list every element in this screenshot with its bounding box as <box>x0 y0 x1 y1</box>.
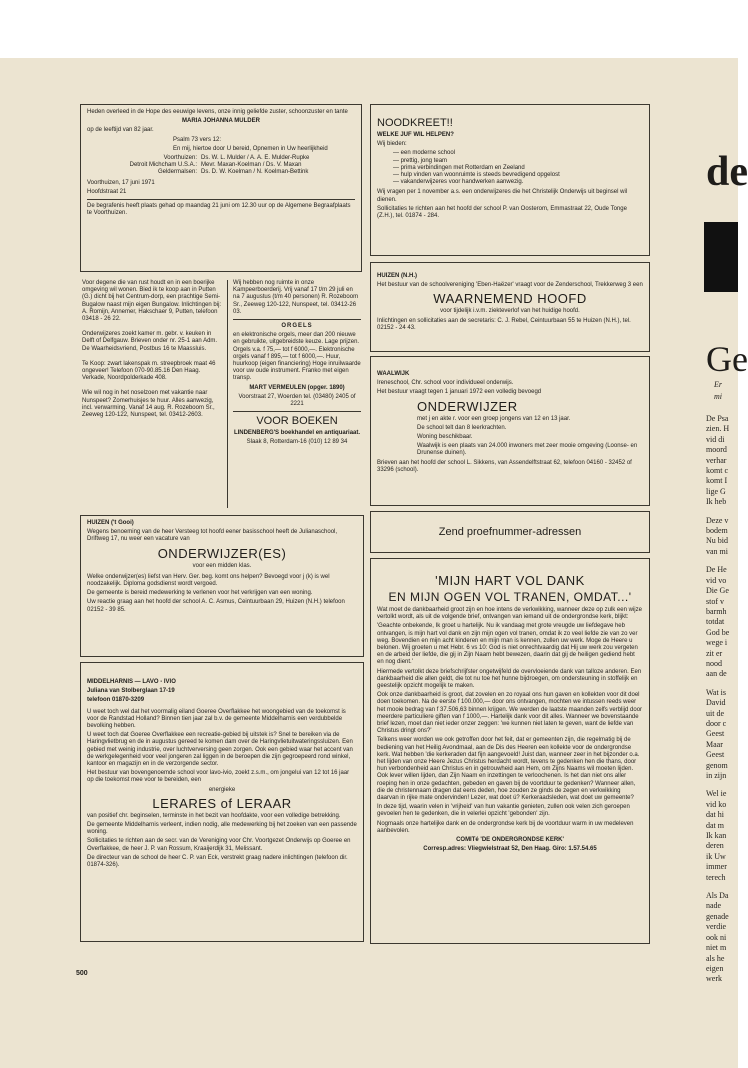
right-page-line: deren <box>706 841 724 851</box>
right-page-line: verdie <box>706 922 726 932</box>
right-page-line: stof v <box>706 596 724 606</box>
list-item: De school telt dan 8 leerkrachten. <box>417 424 507 431</box>
ad-text: Welke onderwijzer(es) liefst van Herv. Ger. beg. komt ons helpen? Bevoegd voor j (k) is wel noodzakelijk. Diploma godsdienst wordt vergoed. <box>87 573 330 588</box>
ad-text: In deze tijd, waarin velen in 'vrijheid' van hun vakantie genieten, zullen ook velen zich geroepen gevoelen hen te gedenken, die in velerlei opzicht 'gebonden' zijn. <box>377 804 630 818</box>
right-page-line: lige G <box>706 486 726 496</box>
right-page-line: ik Uw <box>706 851 726 861</box>
divider <box>233 319 361 320</box>
list-item: met j en akte r. voor een groep jongens van 12 en 13 jaar. <box>417 415 571 422</box>
obituary-age: op de leeftijd van 82 jaar. <box>87 127 154 134</box>
page-number: 500 <box>76 970 88 977</box>
right-page-line: zit er <box>706 648 723 658</box>
relative-names: Mevr. Maxan-Koelman / Ds. V. Maxan <box>201 162 302 169</box>
right-page-line: bodem <box>706 526 728 536</box>
proefnummer-text: Zend proefnummer-adressen <box>438 526 582 538</box>
right-page-line: Als Da <box>706 891 729 901</box>
ad-text: Het bestuur van bovengenoemde school voor lavo-ivio, zoekt z.s.m., om jongelui van 12 tot 16 jaar op die toekomst mee voor te bereiden, een <box>87 770 350 784</box>
right-page-line: Wat is <box>706 687 727 697</box>
right-page-mi: mi <box>714 392 722 401</box>
classified-bungalow: Voor degene die van rust houdt en in een boerijke omgeving wil wonen. Bied ik te koop aan in Putten (G.) dicht bij het Centrum-dorp, een prachtige Semi-Bugalow naast mijn eigen Bungalow. Inlichtingen bij: A. Romijn, Annemer, Hakschaer 9, Putten, telefoon 03418 - 26 22. <box>82 280 222 323</box>
ad-head: HUIZEN (N.H.) <box>377 273 417 279</box>
huizen-nh-ad <box>370 262 650 352</box>
ad-sub: voor een midden klas. <box>192 562 252 569</box>
right-page-line: ook ni <box>706 932 727 942</box>
orgels-firm: MART VERMEULEN (opger. 1890) <box>249 384 345 391</box>
orgels-text: en elektronische orgels, meer dan 200 nieuwe en gebruikte, uitgebreidste keuze. Lage prijzen. Orgels v.a. f 75,— tot f 6000,—. Elektronische orgels vanaf f 895,— tot f 6000,—. Huur, huurkoop (eigen financiering) Hoge inruilwaarde voor uw oude instrument. Franko met eigen transp. <box>233 332 361 382</box>
obituary-date: Voorthuizen, 17 juni 1971 <box>87 179 155 186</box>
right-page-line: De Psa <box>706 414 729 423</box>
list-item: — prima verbindingen met Rotterdam en Zeeland <box>393 164 525 171</box>
right-page-line: genom <box>706 760 728 770</box>
divider <box>87 199 355 200</box>
right-page-line: God be <box>706 627 730 637</box>
ad-text: van positief chr. beginselen, terminste in het bezit van hoofdakte, voor een volledige betrekking. <box>87 812 341 819</box>
obituary-name: MARIA JOHANNA MULDER <box>182 118 260 125</box>
obituary-street: Hoofdstraat 21 <box>87 188 127 195</box>
right-page-line: barmh <box>706 606 727 616</box>
right-page-line: De He <box>706 565 727 575</box>
ad-text: De gemeente Middelharnis verleent, indien nodig, alle medewerking bij het zoeken van een passende woning. <box>87 822 357 836</box>
right-page-heading: de <box>706 149 748 195</box>
orgels-address: Voorstraat 27, Woerden tel. (03480) 2405 of 2221 <box>238 393 356 408</box>
ad-text: De gemeente is bereid medewerking te verlenen voor het verkrijgen van een woning. <box>87 590 313 597</box>
ad-energiek: energieke <box>208 786 236 793</box>
boeken-firm: LINDENBERG'S boekhandel en antiquariaat. <box>233 430 361 437</box>
right-page-line: vid vo <box>706 575 727 585</box>
ad-school: Ireneschool, Chr. school voor individueel onderwijs. <box>377 380 514 387</box>
ad-text: Ook onze dankbaarheid is groot, dat zovelen en zo royaal ons hun gaven en kollekten voor dit doel doen toekomen. Na de eerste f 100.000,— door ons ontvangen, mochten we intussen reeds weer het mooie bedrag van f 37.506,63 binnen krijgen. We werden de laatste maanden zelfs verblijd door meerdere particuliere giften van f 1000,—. Hartelijk dank voor dit alles. Wanneer we bovenstaande brief lezen, moet dan niet ieder onzer zeggen: 'we kunnen niet laten te geven, want de liefde van Christus dringt ons?' <box>377 692 643 735</box>
ad-intro: Het bestuur van de schoolvereniging 'Eben-Haëzer' vraagt voor de Zenderschool, Trekkerweg 3 een <box>377 282 643 289</box>
ad-title: ONDERWIJZER(ES) <box>157 545 287 561</box>
right-page-line: Geest <box>706 729 725 739</box>
ad-text: Wat moet de dankbaarheid groot zijn en hoe intens de verkwikking, wanneer deze op zulk een wijze vertolkt wordt, als uit de volgende brief, ontvangen van iemand uit de ondergrondse kerk, blijkt: <box>377 607 642 621</box>
right-page-line: David <box>706 698 726 708</box>
right-page-line: genade <box>706 911 729 921</box>
right-page-line: verhar <box>706 455 727 465</box>
ad-text: Sollicitaties te richten aan de secr. van de Vereniging voor Chr. Voortgezet Onderwijs op Goeree en Overflakkee, de heer J. P. van Rossum, Kraaijerdijk 31, Melissant. <box>87 838 351 852</box>
list-item: — prettig, jong team <box>393 157 448 164</box>
ad-text: Uw reactie graag aan het hoofd der school A. C. Asmus, Ceintuurbaan 29, Huizen (N.H.) telefoon 02152 - 39 85. <box>87 599 345 613</box>
ad-text: 'Geachte onbekende, Ik groet u hartelijk. Nu ik vandaag met grote vreugde uw liefdegave heb ontvangen, is mijn hart vol dank en zijn mijn ogen vol tranen, omdat ik zo veel liefde zie van zo ver weg. Bovendien en mijn acht kinderen en mijn man is kennen, zullen uw werk. Moge de Heere u belonen. Wij groeten u met Hebr. 6 vs 10: God is niet onrechtvaardig dat Hij uw werk zou vergeten en de arbeid der liefde, die gij in Zijn Naam hebt bewezen, daarin dat gij de heiligen gediend hebt en nog dient.' <box>377 623 638 666</box>
right-page-banner <box>704 222 738 292</box>
ad-text: Inlichtingen en sollicitaties aan de secretaris: C. J. Rebel, Ceintuurbaan 55 te Huizen (N.H.), tel. 02152 - 24 43. <box>377 317 631 331</box>
right-page-line: Deze v <box>706 515 729 525</box>
right-page-line: nade <box>706 901 722 911</box>
ad-list <box>377 416 643 458</box>
ad-title: WAARNEMEND HOOFD <box>433 291 587 307</box>
right-page-line: immer <box>706 862 727 872</box>
ad-title: LERARES of LERAAR <box>152 795 292 811</box>
ad-title: 'MIJN HART VOL DANK <box>435 573 585 588</box>
right-page-line: Geest <box>706 750 725 760</box>
ad-school: Juliana van Stolberglaan 17-19 <box>87 688 175 695</box>
orgels-title: ORGELS <box>281 323 313 330</box>
right-page-line: door c <box>706 718 727 728</box>
classified-left-column <box>80 278 225 514</box>
ad-text: Brieven aan het hoofd der school L. Sikkens, van Assendelftstraat 62, telefoon 04160 - 32452 of 33296 (school). <box>377 459 632 473</box>
list-item: — hulp vinden van woonruimte is steeds bevredigend opgelost <box>393 172 560 179</box>
right-page-line: uit de <box>706 708 724 718</box>
relative-place: Voorthuizen: <box>163 155 197 162</box>
right-page-line: komt I <box>706 476 728 486</box>
noodkreet-ad <box>370 104 650 256</box>
right-page-line: dat hi <box>706 810 724 820</box>
ad-text: Wij vragen per 1 november a.s. een onderwijzeres die het Christelijk Onderwijs uit beginsel wil dienen. <box>377 189 628 203</box>
list-item: — vakanderwijzeres voor handwerken aanwezig. <box>393 179 524 186</box>
huizen-gooi-ad <box>80 515 364 657</box>
ad-tel: telefoon 01870-3209 <box>87 697 145 704</box>
classified-zomerhuisjes: Wie wil nog in het noselzoen met vakantie naar Nunspeet? Zomerhuisjes te huur. Alles aanwezig, incl. verwarming. Vanaf 14 aug. R. Rozeboom Sr., Zeeweg 120-122, Nunspeet, tel. 03412-2603. <box>82 390 215 419</box>
relative-names: Ds. W. L. Mulder / A. A. E. Mulder-Rupke <box>201 155 310 162</box>
obituary-relative-row <box>87 169 355 176</box>
right-page-er: Er <box>714 380 722 389</box>
right-page-line: als he <box>706 953 725 963</box>
ad-offer: Wij bieden: <box>377 141 407 148</box>
ad-ask: Het bestuur vraagt tegen 1 januari 1972 een volledig bevoegd <box>377 389 542 396</box>
right-page-line: totdat <box>706 617 725 627</box>
right-page-line: niet m <box>706 943 727 953</box>
ad-sign: COMITé 'DE ONDERGRONDSE KERK' <box>456 837 564 844</box>
obituary-intro: Heden overleed in de Hope des eeuwige levens, onze innig geliefde zuster, schoonzuster en tante <box>87 109 348 115</box>
right-page-ge: Ge <box>706 339 748 379</box>
right-page-line: komt c <box>706 466 728 476</box>
proefnummer-ad <box>370 511 650 553</box>
right-page-line: moord <box>706 445 727 455</box>
ad-text: De directeur van de school de heer C. P. van Eck, verstrekt graag nadere inlichtingen (telefoon dir. 01874-326). <box>87 854 348 869</box>
column-rule <box>227 280 228 508</box>
divider <box>233 411 361 412</box>
right-page-line: Wel ie <box>706 789 727 799</box>
ad-text: U weet toch wel dat het voormalig eiland Goeree Overflakkee het woongebied van de toekomst is voor de Randstad Holland? Binnen tien jaar zal b.v. de gemeente Middelharnis een verdubbelde bevolking hebben. <box>87 708 346 730</box>
obituary-verse: En mij, hiertoe door U bereid, Opnemen in Uw heerlijkheid <box>173 145 328 152</box>
right-page-line: aan de <box>706 669 727 679</box>
list-item: Woning beschikbaar. <box>417 434 473 441</box>
kampeer-ad: Wij hebben nog ruimte in onze Kampeerboerderij. Vrij vanaf 17 t/m 29 juli en na 7 augustus (t/m 40 personen) R. Rozeboom Sr., Zeeweg 120-122, Nunspeet, tel. 03412-26 03. <box>233 280 359 315</box>
right-page-line: wege i <box>706 638 728 648</box>
right-page-line: zien. H <box>706 424 730 434</box>
right-page-text <box>706 414 738 985</box>
obituary-relative-row <box>87 155 355 162</box>
relative-place: Detroit Michcham U.S.A.: <box>129 162 197 169</box>
ad-title: EN MIJN OGEN VOL TRANEN, OMDAT...' <box>388 590 632 604</box>
right-page-line: dat m <box>706 820 724 830</box>
ondergrondse-kerk-ad <box>370 558 650 944</box>
right-page-line: terech <box>706 872 726 882</box>
relative-names: Ds. D. W. Koelman / N. Koelman-Bettink <box>201 169 309 176</box>
right-page-line: vid ko <box>706 799 727 809</box>
classified-kamer: Onderwijzeres zoekt kamer m. gebr. v. keuken in Delft of Delfgauw. Brieven onder nr. 25-1 aan Adm. De Waarheidsvriend, Postbus 16 te Maassluis. <box>82 331 218 352</box>
right-page-line: Maar <box>706 739 723 749</box>
ad-title: ONDERWIJZER <box>417 398 518 414</box>
classified-right-column <box>230 278 364 514</box>
middelharnis-ad <box>80 662 364 942</box>
ad-head: HUIZEN ('t Gooi) <box>87 520 134 526</box>
right-page-line: Ik heb <box>706 497 727 507</box>
ad-account: Corresp.adres: Vliegwielstraat 52, Den Haag. Giro: 1.57.54.65 <box>423 846 597 853</box>
right-page-line: nood <box>706 658 722 668</box>
right-page-line: Ik kan <box>706 831 727 841</box>
right-page-line: Die Ge <box>706 586 729 596</box>
obituary-psalm-block <box>87 137 355 153</box>
right-page-line: van mi <box>706 546 728 556</box>
ad-list <box>377 150 643 186</box>
obituary-relative-row <box>87 162 355 169</box>
ad-text: Sollicitaties te richten aan het hoofd der school P. van Oosterom, Emmastraat 22, Oude Tonge (Z.H.), tel. 01874 - 284. <box>377 205 627 220</box>
ad-head: WAALWIJK <box>377 371 410 377</box>
ad-text: Nogmaals onze hartelijke dank en de ondergrondse kerk bij de voortduur warm in uw medeleven aanbevolen. <box>377 820 634 834</box>
ad-subtitle: WELKE JUF WIL HELPEN? <box>377 132 454 138</box>
right-page-line: in zijn <box>706 771 727 780</box>
right-page-line: werk <box>706 974 722 984</box>
obituary-burial: De begrafenis heeft plaats gehad op maandag 21 juni om 12.30 uur op de Algemene Begraafplaats te Voorthuizen. <box>87 203 351 217</box>
ad-text: Hiermede vertolkt deze briefschrijfster ongetwijfeld de overvloeiende dank van talloze anderen. Een dankbaarheid die allen geldt, die tot nu toe het hunne bijdroegen, om ondersteuning in stoffelijk en geestelijk opzicht mogelijk te maken. <box>377 668 642 690</box>
right-page-line: Nu bid <box>706 536 728 546</box>
obituary-ad <box>80 104 362 272</box>
classified-lakenspak: Te Koop: zwart lakenspak m. streepbroek maat 46 ongeveer! Telefoon 070-90.85.16 Den Haag. Verkade, Noordpolderkade 408. <box>82 360 216 382</box>
obituary-psalm: Psalm 73 vers 12: <box>173 136 222 143</box>
ad-text: Telkens weer worden we ook getroffen door het feit, dat er gemeenten zijn, die regelmatig bij de bediening van het Heilig Avondmaal, aan de Dis des Heeren een kollekte voor de ondergrondse kerk. Wat hebben 'die kerkeraden dat fijn aangevoeld! Juist dan, wanneer zeer in het bijzonder o.a. het lijden van onze Heere Jezus Christus herdacht wordt, tevens te gedenken hen die thans, door hun verbondenheid aan Christus en in getrouwheid aan Hem, om Zijns Naams wil moeten lijden. Ook lever willen lijden, dan Zijn Naam en inzettingen te verloochenen. Is het dan niet ons aller roeping hen in onze gedachten, gebeden en gaven bij de voortduur te gedenken? Wanneer allen, die de christennaam dragen dat eens deden, hoe zouden ze ginds de zegen en verkwikking daarvan in rijke mate ondervinden! Lezer, wat doet ú? Kerkeraadsleden, wat doet uw gemeente? <box>377 737 640 802</box>
boeken-address: Slaak 8, Rotterdam-16 (010) 12 89 34 <box>246 439 348 446</box>
ad-sub: voor tijdelijk i.v.m. ziekteverlof van het huidige hoofd. <box>440 308 580 315</box>
waalwijk-ad <box>370 356 650 506</box>
ad-intro: Wegens benoeming van de heer Versteeg tot hoofd eener basisschool heeft de Julianaschool, Driftweg 17, nu weer een vacature van <box>87 529 338 543</box>
list-item: — een moderne school <box>393 150 456 157</box>
ad-text: U weet toch dat Goeree Overflakkee een recreatie-gebied bij uitstek is? Snel te bereiken via de Haringvlietbrug en de in augustus gereed te komen dam over de Haringvlietuitwateringssluizen. Een gebied met weinig industrie, over luchtverversing geen zorgen. Ook een gebied waar het accent van de werkgelegenheid voor veel jongeren zal liggen in de beroepen die zijn gegroepeerd rond winkel, kantoor en magazijn en in de verzorgende sector. <box>87 732 353 768</box>
boeken-title: VOOR BOEKEN <box>256 415 338 428</box>
list-item: Waalwijk is een plaats van 24.000 inwoners met zeer mooie omgeving (Loonse- en Drunense duinen). <box>417 443 638 457</box>
right-page-line: vid di <box>706 434 725 444</box>
ad-head: MIDDELHARNIS — LAVO - IVIO <box>87 679 176 685</box>
right-page-line: eigen <box>706 963 724 973</box>
ad-title: NOODKREET!! <box>377 117 453 129</box>
relative-place: Geldermalsen: <box>157 169 197 176</box>
